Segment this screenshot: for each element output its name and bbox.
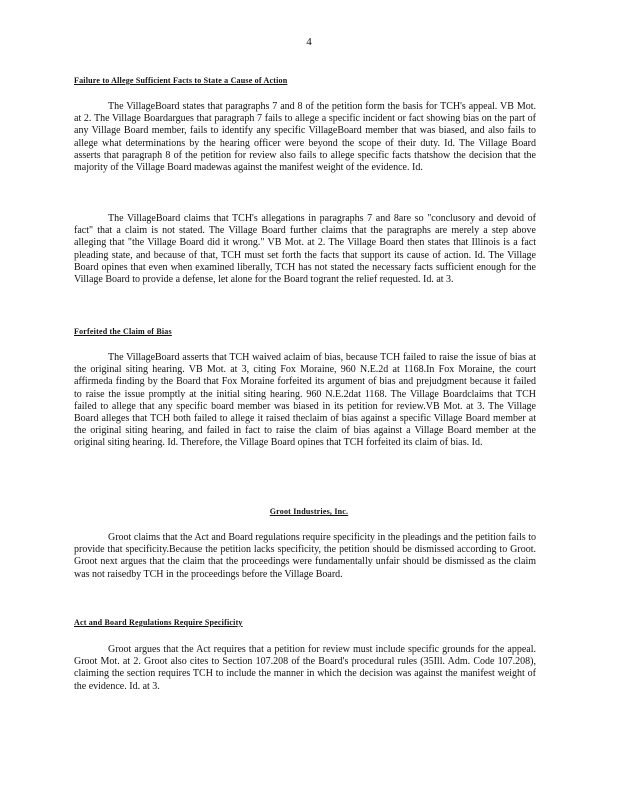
- paragraph-groot-argues: Groot argues that the Act requires that a petition for review must include specific grounds for the appeal. Groot Mot. at 2. Groot also cites to Section 107.208 of the Board's procedural rules (35Ill. Adm. Code 107.208), claiming the section requires TCH to include the manner in which the decision was against the manifest weight of the evidence. Id. at 3.: [74, 644, 536, 692]
- paragraph-conclusory-claims: The VillageBoard claims that TCH's allegations in paragraphs 7 and 8are so "conclusory and devoid of fact" that a claim is not stated. The Village Board further claims that the paragraphs are merely a step above alleging that "the Village Board did it wrong." VB Mot. at 2. The Village Board then states that Illinois is a fact pleading state, and because of that, TCH must set forth the facts that support its cause of action. Id. The Village Board opines that even when examined liberally, TCH has not stated the necessary facts sufficient enough for the Village Board to provide a defense, let alone for the Board togrant the relief requested. Id. at 3.: [74, 213, 536, 286]
- section-heading-failure-to-allege: Failure to Allege Sufficient Facts to State a Cause of Action: [74, 76, 288, 85]
- section-heading-forfeited-bias: Forfeited the Claim of Bias: [74, 327, 172, 336]
- page-number: 4: [306, 36, 312, 48]
- paragraph-village-board-paragraphs: The VillageBoard states that paragraphs 7 and 8 of the petition form the basis for TCH's appeal. VB Mot. at 2. The Village Boardargues that paragraph 7 fails to allege a specific incident or fact showing bias on the part of any Village Board member, fails to identify any specific VillageBoard member that was biased, and also fails to allege what determinations by the hearing officer were beyond the scope of their duty. Id. The Village Board asserts that paragraph 8 of the petition for review also fails to allege specific facts thatshow the decision that the majority of the Village Board madewas against the manifest weight of the evidence. Id.: [74, 101, 536, 174]
- paragraph-waived-bias: The VillageBoard asserts that TCH waived aclaim of bias, because TCH failed to raise the issue of bias at the original siting hearing. VB Mot. at 3, citing Fox Moraine, 960 N.E.2d at 1168.In Fox Moraine, the court affirmeda finding by the Board that Fox Moraine forfeited its argument of bias and prejudgment because it failed to raise the issue promptly at the initial siting hearing. 960 N.E.2dat 1168. The Village Boardclaims that TCH failed to allege that any specific board member was biased in its petition for review.VB Mot. at 3. The Village Board alleges that TCH both failed to allege it raised theclaim of bias against a specific Village Board member at the original siting hearing, and failed in fact to raise the claim of bias against a Village Board member at the original siting hearing. Id. Therefore, the Village Board opines that TCH forfeited its claim of bias. Id.: [74, 352, 536, 449]
- section-heading-groot-industries: Groot Industries, Inc.: [269, 507, 349, 516]
- section-heading-require-specificity: Act and Board Regulations Require Specificity: [74, 618, 243, 627]
- paragraph-groot-claims: Groot claims that the Act and Board regulations require specificity in the pleadings and the petition fails to provide that specificity.Because the petition lacks specificity, the petition should be dismissed according to Groot. Groot next argues that the claim that the proceedings were fundamentally unfair should be dismissed as the claim was not raisedby TCH in the proceedings before the Village Board.: [74, 532, 536, 580]
